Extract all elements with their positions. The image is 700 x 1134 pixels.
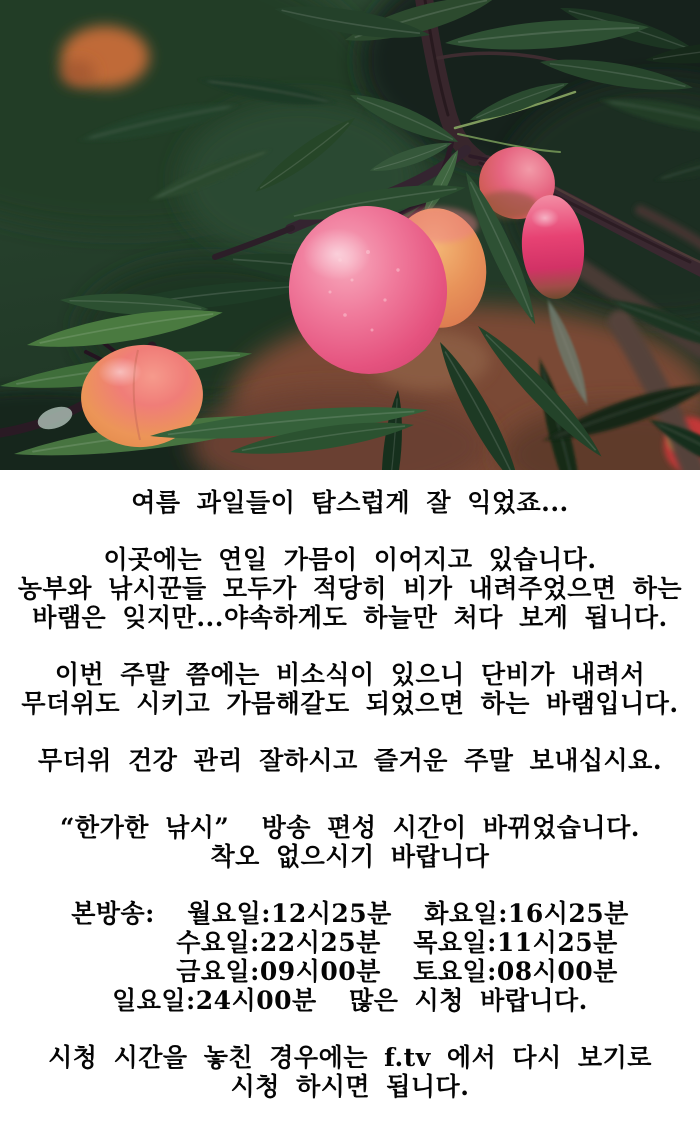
paragraph-rewatch-info (0, 1043, 700, 1101)
message-line: 시청 하시면 됩니다. (230, 1072, 470, 1101)
schedule-line: 수요일:22시25분 목요일:11시25분 (176, 928, 618, 957)
message-line: 농부와 낚시꾼들 모두가 적당히 비가 내려주었으면 하는 (17, 574, 683, 603)
paragraph-schedule-notice (0, 813, 700, 871)
message-line: 이번 주말 쯤에는 비소식이 있으니 단비가 내려서 (54, 660, 646, 689)
schedule-line: 일요일:24시00분 많은 시청 바랍니다. (112, 986, 588, 1015)
paragraph-intro (0, 488, 700, 517)
message-line: 착오 없으시기 바랍니다 (210, 842, 490, 871)
photo-peach-orchard (0, 0, 700, 470)
message-line: 바램은 잊지만...야속하게도 하늘만 처다 보게 됩니다. (32, 603, 668, 632)
announcement-text (0, 488, 700, 1101)
paragraph-rain-forecast (0, 660, 700, 718)
paragraph-drought (0, 545, 700, 632)
paragraph-broadcast-times (0, 899, 700, 1015)
peach-orchard-illustration (0, 0, 700, 470)
message-line: “한가한 낚시” 방송 편성 시간이 바뀌었습니다. (60, 813, 640, 842)
message-line: 무더위도 시키고 가믐해갈도 되었으면 하는 바램입니다. (21, 689, 679, 718)
message-line: 여름 과일들이 탐스럽게 잘 익었죠... (131, 488, 569, 517)
message-line: 시청 시간을 놓친 경우에는 f.tv 에서 다시 보기로 (48, 1043, 652, 1072)
message-line: 무더위 건강 관리 잘하시고 즐거운 주말 보내십시요. (37, 746, 663, 775)
schedule-line: 금요일:09시00분 토요일:08시00분 (176, 957, 618, 986)
message-line: 이곳에는 연일 가믐이 이어지고 있습니다. (103, 545, 597, 574)
paragraph-health-greeting (0, 746, 700, 775)
schedule-line: 본방송: 월요일:12시25분 화요일:16시25분 (71, 899, 629, 928)
